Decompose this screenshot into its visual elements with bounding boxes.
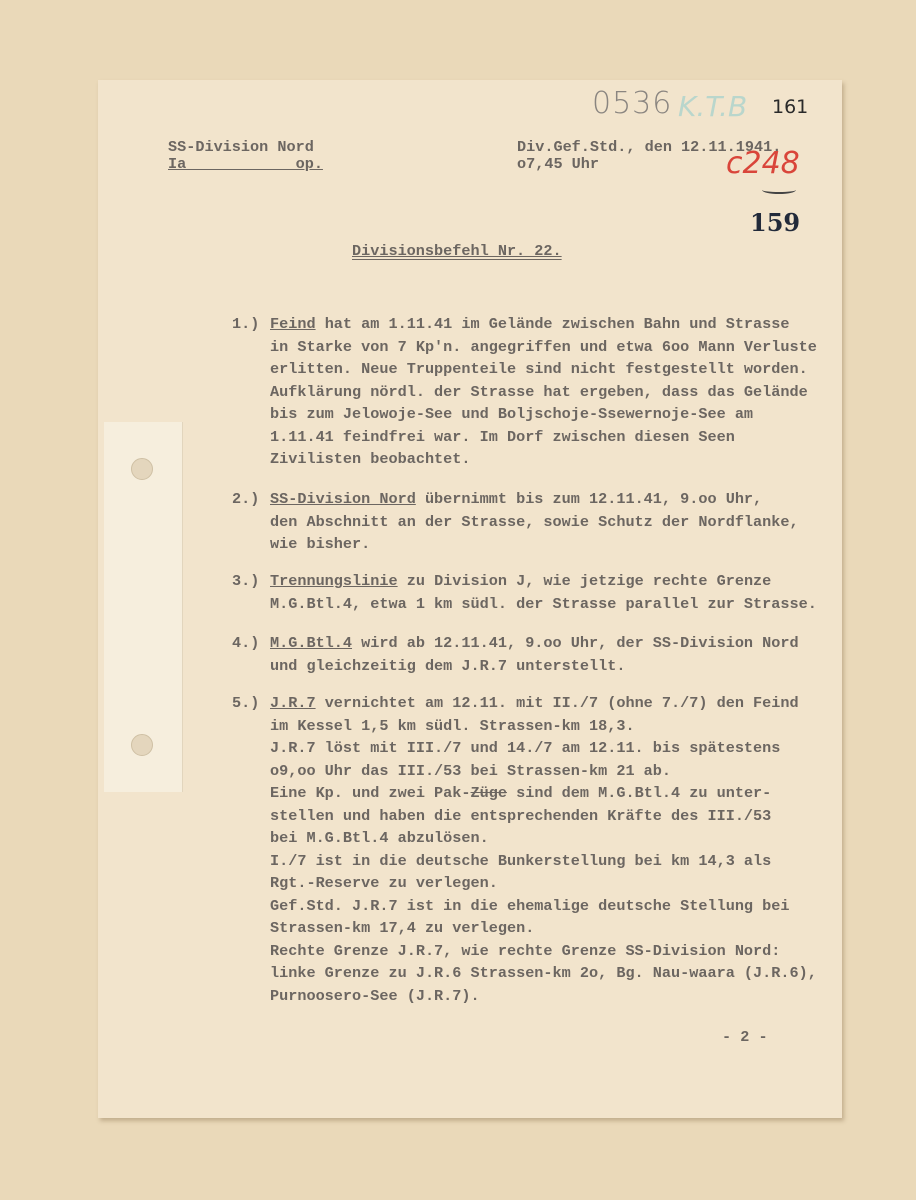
item-line: und gleichzeitig dem J.R.7 unterstellt. [270,656,626,675]
binding-tab [104,422,183,792]
item-lead: SS-Division Nord [270,490,416,508]
item-first-rest: vernichtet am 12.11. mit II./7 (ohne 7./7) den Feind [315,694,799,712]
item-line: M.G.Btl.4, etwa 1 km südl. der Strasse parallel zur Strasse. [270,594,817,613]
item-first-rest: wird ab 12.11.41, 9.oo Uhr, der SS-Division Nord [352,634,799,652]
text: sind dem M.G.Btl.4 zu unter- [506,784,772,802]
item-lead: Trennungslinie [270,572,398,590]
item-line: erlitten. Neue Truppenteile sind nicht festgestellt worden. [270,360,808,378]
place-date: Div.Gef.Std., den 12.11.1941. [517,138,782,156]
item-number: 5.) [232,694,260,712]
item-line: I./7 ist in die deutsche Bunkerstellung bei km 14,3 als [270,851,772,870]
time: o7,45 Uhr [517,155,600,173]
item-line: den Abschnitt an der Strasse, sowie Schutz der Nordflanke, [270,512,799,531]
item-number: 1.) [232,315,260,333]
office-line: Ia op. [168,155,323,173]
item-number: 3.) [232,572,260,590]
item-line: Aufklärung nördl. der Strasse hat ergeben, dass das Gelände [270,382,808,401]
item-line: Gef.Std. J.R.7 ist in die ehemalige deutsche Stellung bei [270,896,790,915]
item-first-rest: hat am 1.11.41 im Gelände zwischen Bahn und Strasse [315,315,790,333]
item-line: bei M.G.Btl.4 abzulösen. [270,829,489,847]
item-number: 4.) [232,634,260,652]
item-line: 1.11.41 feindfrei war. Im Dorf zwischen diesen Seen [270,427,735,446]
item-first-line [270,313,790,336]
item-line: bis zum Jelowoje-See und Boljschoje-Ssewernoje-See am [270,405,754,423]
item-line: J.R.7 löst mit III./7 und 14./7 am 12.11. bis spätestens [270,739,781,757]
item-line: Rgt.-Reserve zu verlegen. [270,874,498,892]
item-line: Zivilisten beobachtet. [270,450,471,468]
handwritten-stroke [762,186,796,194]
item-line: Strassen-km 17,4 zu verlegen. [270,919,535,937]
item-line: Rechte Grenze J.R.7, wie rechte Grenze SS-Division Nord: [270,941,781,960]
item-lead: J.R.7 [270,694,316,712]
item-line: im Kessel 1,5 km südl. Strassen-km 18,3. [270,716,635,735]
item-line: stellen und haben die entsprechenden Kräfte des III./53 [270,806,772,825]
archive-number-stamp: 0536 [592,86,673,121]
struck-text: Züge [470,784,507,802]
item-first-line [270,488,762,511]
item-first-rest: übernimmt bis zum 12.11.41, 9.oo Uhr, [415,490,763,508]
item-first-line [270,632,799,655]
page-number-159: 159 [750,208,801,237]
unit-name: SS-Division Nord [168,138,314,156]
document-title: Divisionsbefehl Nr. 22. [352,242,562,260]
text: Eine Kp. und zwei Pak- [270,784,471,802]
page-number-161: 161 [772,96,809,118]
punch-hole [131,734,153,756]
item-lead: M.G.Btl.4 [270,634,353,652]
item-line: Purnoosero-See (J.R.7). [270,986,480,1005]
red-handwritten-number: c248 [726,146,800,181]
item-number: 2.) [232,490,260,508]
punch-hole [131,458,153,480]
item-first-line [270,692,799,715]
item-line: wie bisher. [270,535,371,553]
item-first-rest: zu Division J, wie jetzige rechte Grenze [397,572,772,590]
green-handwritten-mark: K.T.B [678,90,748,123]
item-line: in Starke von 7 Kp'n. angegriffen und etwa 6oo Mann Verluste [270,337,817,356]
item-line-with-strike [270,782,771,805]
page-footer: - 2 - [722,1028,768,1046]
item-line: linke Grenze zu J.R.6 Strassen-km 2o, Bg. Nau-waara (J.R.6), [270,964,817,982]
item-first-line [270,570,771,593]
item-lead: Feind [270,315,316,333]
item-line: o9,oo Uhr das III./53 bei Strassen-km 21 ab. [270,761,672,780]
